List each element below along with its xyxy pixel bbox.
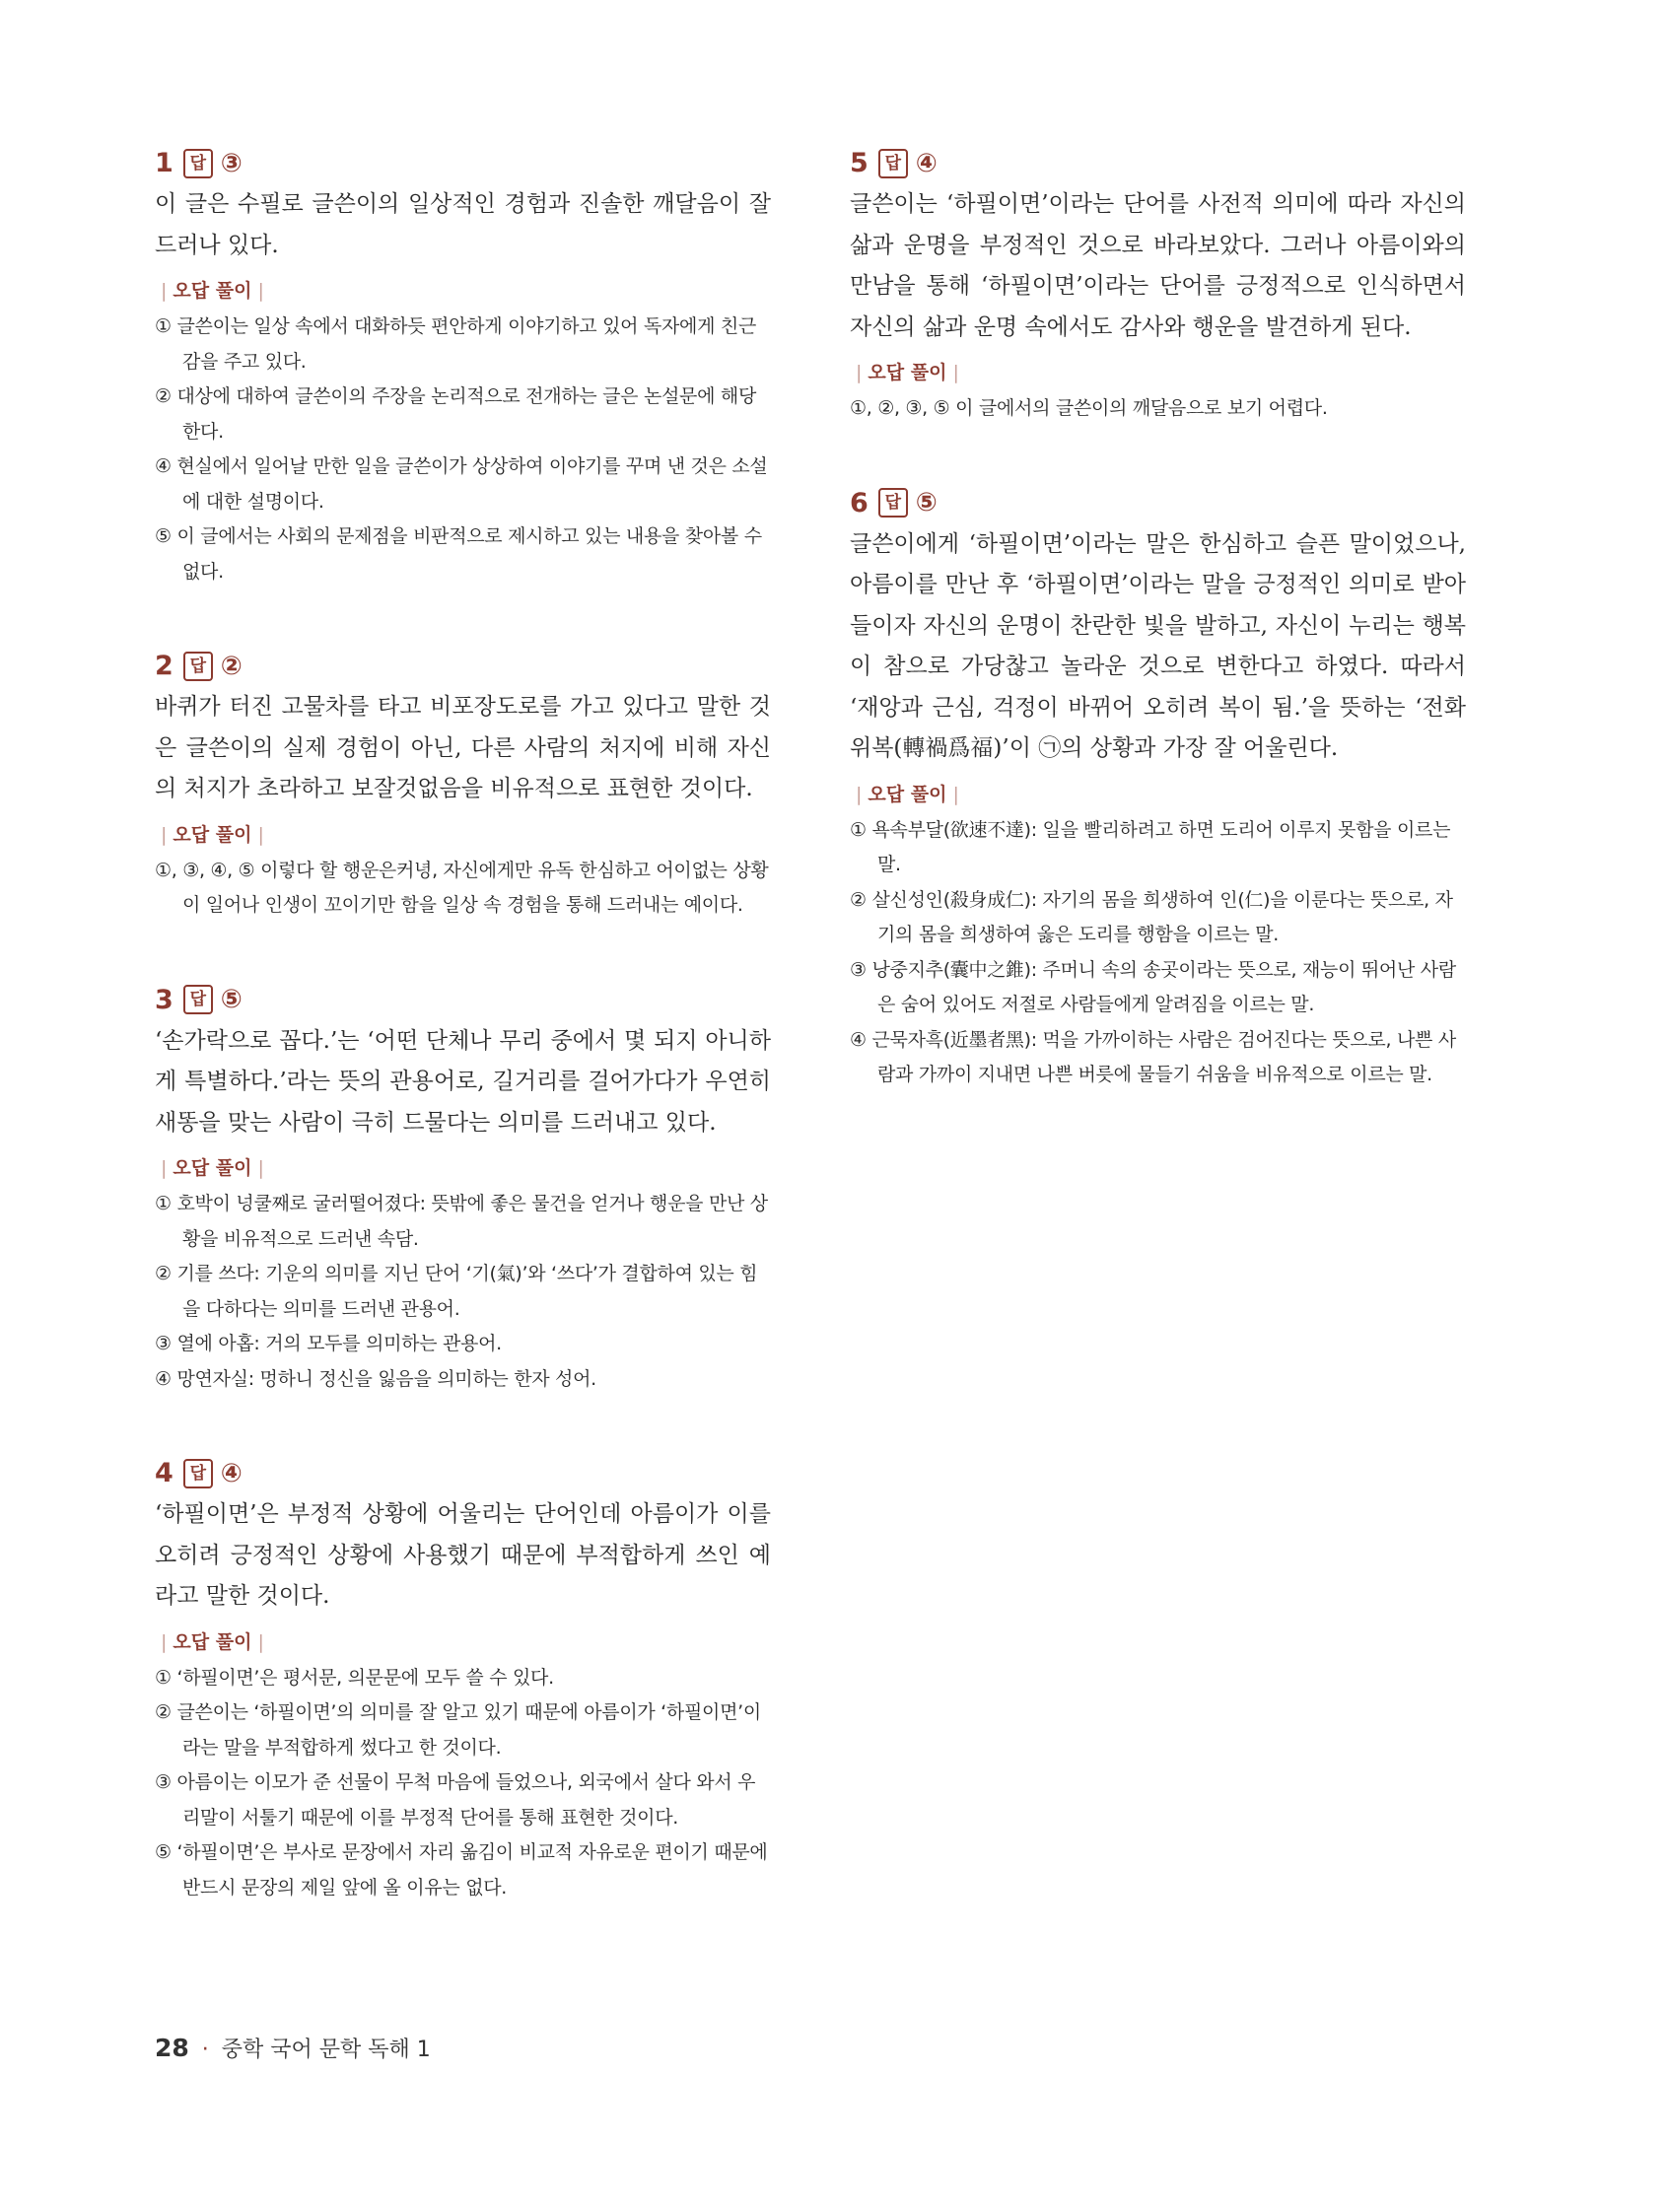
list-item: ② 기를 쓰다: 기운의 의미를 지닌 단어 ‘기(氣)’와 ‘쓰다’가 결합하여 있는 힘을 다하다는 의미를 드러낸 관용어.: [155, 1263, 758, 1320]
left-column: [155, 148, 771, 1967]
list-item: ① 글쓴이는 일상 속에서 대화하듯 편안하게 이야기하고 있어 독자에게 친근감을 주고 있다.: [155, 315, 757, 373]
explanation: 글쓴이에게 ‘하필이면’이라는 말은 한심하고 슬픈 말이었으나, 아름이를 만난 후 ‘하필이면’이라는 말을 긍정적인 의미로 받아들이자 자신의 운명이 찬란한 빛을 발하고, 자신이 누리는 행복이 참으로 가당찮고 놀라운 것으로 변한다고 하였다. 따라서 ‘재앙과 근심, 걱정이 바뀌어 오히려 복이 됨.’을 뜻하는 ‘전화위복(轉禍爲福)’이 ㉠의 상황과 가장 잘 어울린다.: [850, 530, 1466, 761]
question-number: 2: [155, 651, 174, 681]
list-item: ①, ③, ④, ⑤ 이렇다 할 행운은커녕, 자신에게만 유독 한심하고 어이없는 상황이 일어나 인생이 꼬이기만 함을 일상 속 경험을 통해 드러내는 예이다.: [155, 859, 769, 916]
explanation: 이 글은 수필로 글쓴이의 일상적인 경험과 진솔한 깨달음이 잘 드러나 있다.: [155, 191, 771, 258]
question-number: 6: [850, 487, 869, 518]
footer-separator: ·: [201, 2038, 209, 2062]
question-header: [850, 148, 1466, 178]
wrong-answer-heading: | 오답 풀이 |: [161, 280, 264, 302]
question-number: 3: [155, 984, 174, 1015]
answer-choice: ④: [915, 148, 938, 178]
question-header: [155, 651, 771, 681]
list-item: ③ 아름이는 이모가 준 선물이 무척 마음에 들었으나, 외국에서 살다 와서 우리말이 서툴기 때문에 이를 부정적 단어를 통해 표현한 것이다.: [155, 1771, 756, 1829]
list-item: ①, ②, ③, ⑤ 이 글에서의 글쓴이의 깨달음으로 보기 어렵다.: [850, 397, 1328, 419]
list-item: ⑤ ‘하필이면’은 부사로 문장에서 자리 옮김이 비교적 자유로운 편이기 때문에 반드시 문장의 제일 앞에 올 이유는 없다.: [155, 1841, 768, 1899]
book-title: 중학 국어 문학 독해 1: [221, 2038, 431, 2062]
explanation: 글쓴이는 ‘하필이면’이라는 단어를 사전적 의미에 따라 자신의 삶과 운명을 부정적인 것으로 바라보았다. 그러나 아름이와의 만남을 통해 ‘하필이면’이라는 단어를 긍정적으로 인식하면서 자신의 삶과 운명 속에서도 감사와 행운을 발견하게 된다.: [850, 191, 1466, 340]
wrong-answer-list: [155, 1661, 771, 1906]
answer-badge: 답: [183, 1459, 213, 1488]
list-item: ③ 열에 아홉: 거의 모두를 의미하는 관용어.: [155, 1333, 502, 1354]
list-item: ① ‘하필이면’은 평서문, 의문문에 모두 쓸 수 있다.: [155, 1666, 554, 1689]
answer-badge: 답: [878, 149, 908, 178]
wrong-answer-heading: | 오답 풀이 |: [856, 362, 959, 383]
question-header: [155, 1458, 771, 1488]
answer-section-1: [155, 148, 771, 589]
answer-choice: ④: [220, 1458, 243, 1488]
explanation: 바퀴가 터진 고물차를 타고 비포장도로를 가고 있다고 말한 것은 글쓴이의 실제 경험이 아닌, 다른 사람의 처지에 비해 자신의 처지가 초라하고 보잘것없음을 비유적으로 표현한 것이다.: [155, 694, 771, 801]
answer-badge: 답: [183, 985, 213, 1014]
list-item: ① 욕속부달(欲速不達): 일을 빨리하려고 하면 도리어 이루지 못함을 이르는 말.: [850, 818, 1451, 875]
list-item: ② 대상에 대하여 글쓴이의 주장을 논리적으로 전개하는 글은 논설문에 해당한다.: [155, 385, 757, 443]
question-number: 5: [850, 148, 869, 178]
question-header: [155, 985, 771, 1015]
list-item: ② 살신성인(殺身成仁): 자기의 몸을 희생하여 인(仁)을 이룬다는 뜻으로, 자기의 몸을 희생하여 옳은 도리를 행함을 이르는 말.: [850, 888, 1453, 945]
answer-section-6: [850, 488, 1466, 1093]
wrong-answer-list: [155, 1187, 771, 1397]
wrong-answer-list: [850, 813, 1466, 1093]
list-item: ① 호박이 넝쿨째로 굴러떨어졌다: 뜻밖에 좋은 물건을 얻거나 행운을 만난 상황을 비유적으로 드러낸 속담.: [155, 1193, 768, 1250]
right-column: [850, 148, 1466, 1154]
list-item: ④ 망연자실: 멍하니 정신을 잃음을 의미하는 한자 성어.: [155, 1367, 596, 1390]
wrong-answer-heading: | 오답 풀이 |: [161, 1157, 264, 1179]
wrong-answer-heading: | 오답 풀이 |: [161, 1630, 264, 1653]
answer-badge: 답: [183, 149, 213, 178]
wrong-answer-list: [155, 854, 771, 924]
list-item: ④ 현실에서 일어날 만한 일을 글쓴이가 상상하여 이야기를 꾸며 낸 것은 소설에 대한 설명이다.: [155, 455, 768, 513]
answer-choice: ②: [220, 651, 243, 681]
wrong-answer-heading: | 오답 풀이 |: [856, 783, 959, 805]
answer-badge: 답: [183, 652, 213, 681]
answer-section-3: [155, 985, 771, 1398]
question-header: [850, 488, 1466, 518]
question-number: 4: [155, 1458, 174, 1488]
page-number: 28: [155, 2034, 189, 2062]
question-number: 1: [155, 148, 174, 178]
question-header: [155, 148, 771, 178]
explanation: ‘하필이면’은 부정적 상황에 어울리는 단어인데 아름이가 이를 오히려 긍정적인 상황에 사용했기 때문에 부적합하게 쓰인 예라고 말한 것이다.: [155, 1501, 771, 1609]
list-item: ③ 낭중지추(囊中之錐): 주머니 속의 송곳이라는 뜻으로, 재능이 뛰어난 사람은 숨어 있어도 저절로 사람들에게 알려짐을 이르는 말.: [850, 958, 1456, 1015]
wrong-answer-list: [155, 310, 771, 589]
answer-badge: 답: [878, 488, 908, 518]
answer-section-2: [155, 651, 771, 924]
explanation: ‘손가락으로 꼽다.’는 ‘어떤 단체나 무리 중에서 몇 되지 아니하게 특별하다.’라는 뜻의 관용어로, 길거리를 걸어가다가 우연히 새똥을 맞는 사람이 극히 드물다는 의미를 드러내고 있다.: [155, 1027, 771, 1136]
answer-section-4: [155, 1458, 771, 1905]
answer-choice: ⑤: [220, 985, 243, 1014]
page-footer: [155, 2033, 431, 2063]
list-item: ④ 근묵자흑(近墨者黑): 먹을 가까이하는 사람은 검어진다는 뜻으로, 나쁜 사람과 가까이 지내면 나쁜 버릇에 물들기 쉬움을 비유적으로 이르는 말.: [850, 1028, 1456, 1085]
list-item: ⑤ 이 글에서는 사회의 문제점을 비판적으로 제시하고 있는 내용을 찾아볼 수 없다.: [155, 525, 762, 583]
wrong-answer-list: [850, 391, 1466, 427]
answer-choice: ③: [220, 148, 243, 178]
answer-choice: ⑤: [915, 488, 938, 518]
answer-section-5: [850, 148, 1466, 427]
list-item: ② 글쓴이는 ‘하필이면’의 의미를 잘 알고 있기 때문에 아름이가 ‘하필이면’이라는 말을 부적합하게 썼다고 한 것이다.: [155, 1701, 761, 1759]
wrong-answer-heading: | 오답 풀이 |: [161, 823, 264, 846]
